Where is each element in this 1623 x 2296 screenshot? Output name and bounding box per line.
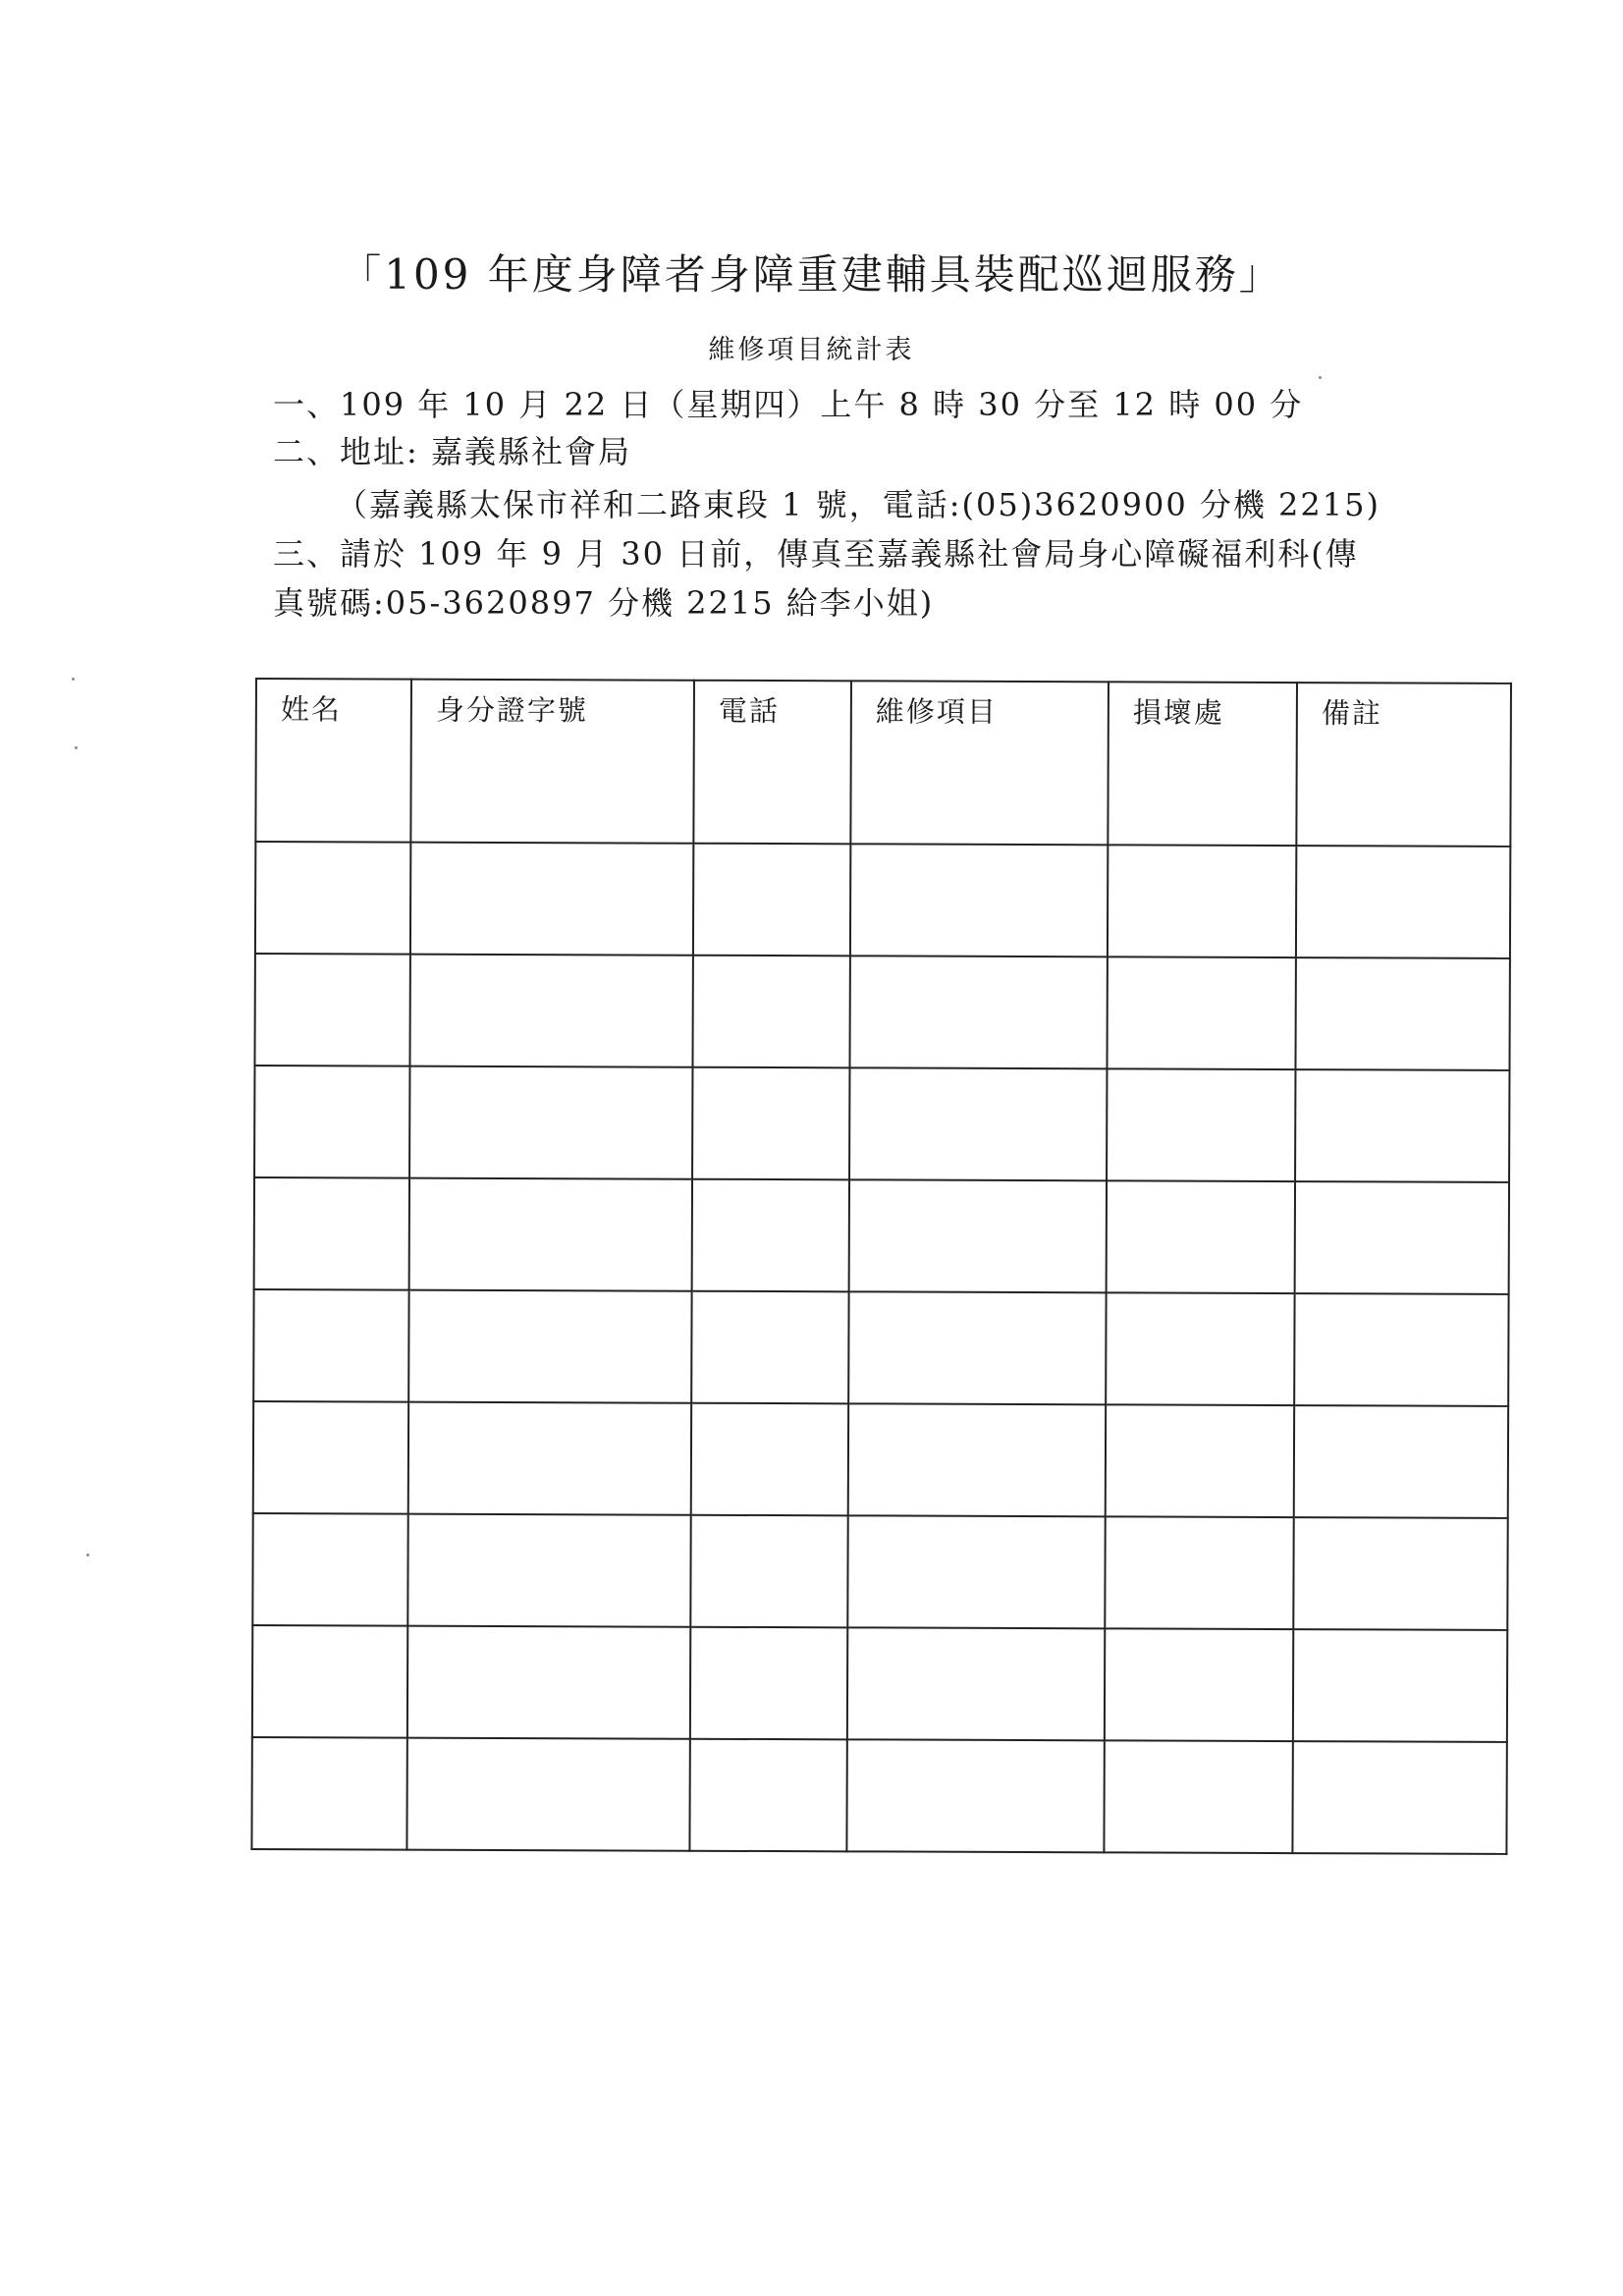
table-cell bbox=[1107, 957, 1295, 1069]
table-cell bbox=[1295, 957, 1509, 1070]
table-cell bbox=[408, 1290, 691, 1403]
table-cell bbox=[1107, 1180, 1295, 1293]
table-row bbox=[255, 842, 1510, 958]
header-repair-item: 維修項目 bbox=[850, 681, 1109, 845]
table-cell bbox=[1295, 1069, 1509, 1182]
info-line-deadline: 三、請於 109 年 9 月 30 日前，傳真至嘉義縣社會局身心障礙福利科(傳 bbox=[273, 535, 1359, 573]
scan-speck bbox=[75, 746, 78, 749]
scan-speck bbox=[72, 678, 75, 681]
header-remarks: 備註 bbox=[1296, 683, 1511, 847]
table-cell bbox=[1292, 1741, 1506, 1854]
table-cell bbox=[1104, 1740, 1292, 1853]
table-cell bbox=[689, 1739, 846, 1852]
document-title: 「109 年度身障者身障重建輔具裝配巡迴服務」 bbox=[340, 250, 1283, 299]
scan-speck bbox=[1319, 376, 1322, 379]
table-cell bbox=[692, 1067, 849, 1180]
table-cell bbox=[1293, 1517, 1507, 1630]
table-cell bbox=[849, 956, 1107, 1068]
table-cell bbox=[692, 956, 849, 1068]
table-cell bbox=[691, 1291, 848, 1404]
table-cell bbox=[407, 1626, 690, 1739]
table-body bbox=[251, 842, 1510, 1854]
table-cell bbox=[692, 1179, 849, 1292]
table-row bbox=[253, 1401, 1508, 1518]
table-cell bbox=[254, 1066, 409, 1178]
table-cell bbox=[690, 1627, 847, 1740]
header-name: 姓名 bbox=[255, 679, 411, 843]
table-row bbox=[254, 954, 1509, 1070]
table-cell bbox=[252, 1625, 407, 1738]
table-cell bbox=[251, 1737, 406, 1850]
table-cell bbox=[1105, 1516, 1293, 1629]
table-row bbox=[252, 1513, 1507, 1630]
repair-statistics-table bbox=[250, 678, 1512, 1855]
table-cell bbox=[847, 1515, 1105, 1628]
table-cell bbox=[408, 1402, 691, 1515]
table-cell bbox=[850, 844, 1108, 957]
table-cell bbox=[690, 1515, 847, 1628]
table-cell bbox=[1105, 1628, 1293, 1741]
table-cell bbox=[253, 1401, 408, 1514]
table-cell bbox=[1106, 1292, 1294, 1405]
table-cell bbox=[1293, 1629, 1507, 1742]
table-cell bbox=[1108, 845, 1296, 957]
table-header-row bbox=[255, 679, 1511, 847]
table-cell bbox=[693, 844, 850, 957]
table-cell bbox=[409, 1178, 692, 1291]
table-cell bbox=[691, 1403, 848, 1516]
table-row bbox=[253, 1289, 1508, 1406]
info-line-address: 二、地址: 嘉義縣社會局 bbox=[273, 433, 631, 470]
table-row bbox=[252, 1625, 1507, 1742]
scan-speck bbox=[86, 1554, 89, 1557]
table-cell bbox=[253, 1289, 408, 1402]
table-row bbox=[254, 1177, 1509, 1294]
table-cell bbox=[255, 842, 410, 955]
table-cell bbox=[410, 843, 693, 956]
table-cell bbox=[254, 954, 409, 1066]
table-cell bbox=[1107, 1068, 1295, 1181]
table-cell bbox=[254, 1177, 409, 1290]
table-cell bbox=[1296, 846, 1510, 958]
table-cell bbox=[252, 1513, 407, 1626]
table-row bbox=[254, 1066, 1509, 1182]
table-cell bbox=[1295, 1181, 1509, 1294]
header-phone: 電話 bbox=[693, 681, 851, 845]
table-cell bbox=[849, 1179, 1107, 1292]
table-cell bbox=[849, 1067, 1107, 1180]
table-cell bbox=[409, 1066, 692, 1179]
table-cell bbox=[847, 1627, 1105, 1740]
document-subtitle: 維修項目統計表 bbox=[708, 335, 915, 365]
table-cell bbox=[846, 1739, 1104, 1852]
table-cell bbox=[848, 1291, 1106, 1404]
table-cell bbox=[1294, 1293, 1508, 1406]
info-line-address-detail: （嘉義縣太保市祥和二路東段 1 號，電話:(05)3620900 分機 2215) bbox=[336, 486, 1380, 523]
table-cell bbox=[1106, 1404, 1294, 1517]
table-cell bbox=[407, 1514, 690, 1627]
header-damage: 損壞處 bbox=[1108, 682, 1297, 846]
header-id-number: 身分證字號 bbox=[410, 680, 694, 844]
table-cell bbox=[848, 1403, 1106, 1516]
info-line-date: 一、109 年 10 月 22 日（星期四）上午 8 時 30 分至 12 時 00 分 bbox=[273, 386, 1304, 423]
table-cell bbox=[406, 1738, 689, 1851]
table-cell bbox=[1294, 1405, 1508, 1518]
table-row bbox=[251, 1737, 1506, 1854]
info-line-fax: 真號碼:05-3620897 分機 2215 給李小姐) bbox=[273, 584, 935, 622]
table-cell bbox=[409, 955, 692, 1067]
